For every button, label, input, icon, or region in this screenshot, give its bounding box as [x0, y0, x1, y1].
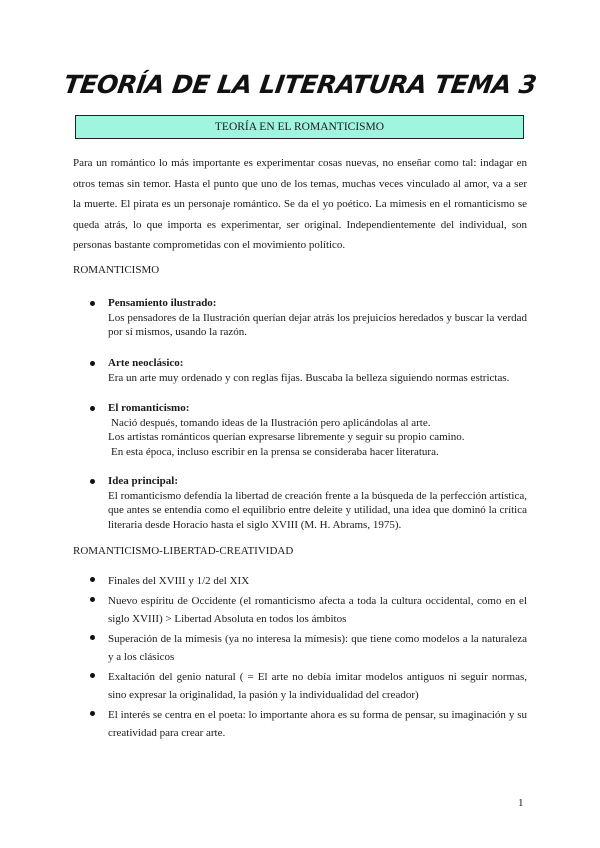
item-text: En esta época, incluso escribir en la prensa se consideraba hacer literatura.	[111, 445, 439, 458]
bullet-icon	[90, 479, 95, 484]
bullet-icon	[90, 635, 95, 640]
bullet-icon	[90, 577, 95, 582]
bullet-icon	[90, 301, 95, 306]
list-item	[73, 592, 527, 629]
bullet-icon	[90, 361, 95, 366]
list-item	[73, 474, 527, 532]
item-text: Era un arte muy ordenado y con reglas fijas. Buscaba la belleza siguiendo normas estrictas.	[108, 371, 510, 384]
list-item	[73, 296, 527, 356]
item-text: Los artistas románticos querían expresarse libremente y seguir su propio camino.	[108, 431, 465, 444]
list-item	[73, 356, 527, 401]
section-heading-romanticismo: ROMANTICISMO	[73, 264, 160, 276]
section-heading-libertad: ROMANTICISMO-LIBERTAD-CREATIVIDAD	[73, 545, 294, 557]
item-text: El romanticismo defendía la libertad de creación frente a la búsqueda de la perfección artística, que antes se entendía como el equilibrio entre deleite y utilidad, una idea que dominó la crítica literaria desde Horacio hasta el siglo XVIII (M. H. Abrams, 1975).	[108, 489, 527, 531]
list-item	[73, 401, 527, 474]
list-item	[73, 630, 527, 667]
intro-paragraph: Para un romántico lo más importante es experimentar cosas nuevas, no enseñar como tal: indagar en otros temas sin temor. Hasta el punto que uno de los temas, muchas veces vinculado al amor, va a ser la muerte. El pirata es un personaje romántico. Se da el yo poético. La mimesis en el romanticismo se queda atrás, lo que importa es experimentar, ser original. Independientemente del individual, son personas bastante comprometidas con el movimiento político.	[73, 157, 527, 251]
bullet-icon	[90, 597, 95, 602]
item-term: Pensamiento ilustrado:	[108, 297, 217, 309]
item-term: Idea principal:	[108, 475, 178, 487]
list-item	[73, 668, 527, 705]
item-text: El interés se centra en el poeta: lo importante ahora es su forma de pensar, su imaginación y su creatividad para crear arte.	[108, 708, 527, 739]
item-text: Exaltación del genio natural ( = El arte no debía imitar modelos antiguos ni seguir normas, sino expresar la originalidad, la pasión y la individualidad del creador)	[108, 670, 527, 701]
item-text: Nuevo espíritu de Occidente (el romanticismo afecta a toda la cultura occidental, como en el siglo XVIII) > Libertad Absoluta en todos los ámbitos	[108, 594, 527, 625]
list-item	[73, 572, 527, 591]
libertad-list	[73, 572, 527, 743]
bullet-icon	[90, 711, 95, 716]
item-text: Superación de la mímesis (ya no interesa la mímesis): que tiene como modelos a la naturaleza y a los clásicos	[108, 632, 527, 663]
page-number: 1	[518, 797, 524, 809]
item-text: Nació después, tomando ideas de la Ilustración pero aplicándolas al arte.	[111, 416, 431, 429]
bullet-icon	[90, 673, 95, 678]
item-term: El romanticismo:	[108, 402, 190, 414]
item-text: Finales del XVIII y 1/2 del XIX	[108, 575, 250, 587]
list-item	[73, 706, 527, 743]
section-banner: TEORÍA EN EL ROMANTICISMO	[75, 115, 524, 139]
item-text: Los pensadores de la Ilustración querían dejar atrás los prejuicios heredados y buscar la verdad por sí mismos, usando la razón.	[108, 311, 527, 339]
bullet-icon	[90, 406, 95, 411]
romanticismo-list	[73, 296, 527, 532]
item-term: Arte neoclásico:	[108, 357, 184, 369]
page-title: TEORÍA DE LA LITERATURA TEMA 3	[61, 70, 539, 99]
